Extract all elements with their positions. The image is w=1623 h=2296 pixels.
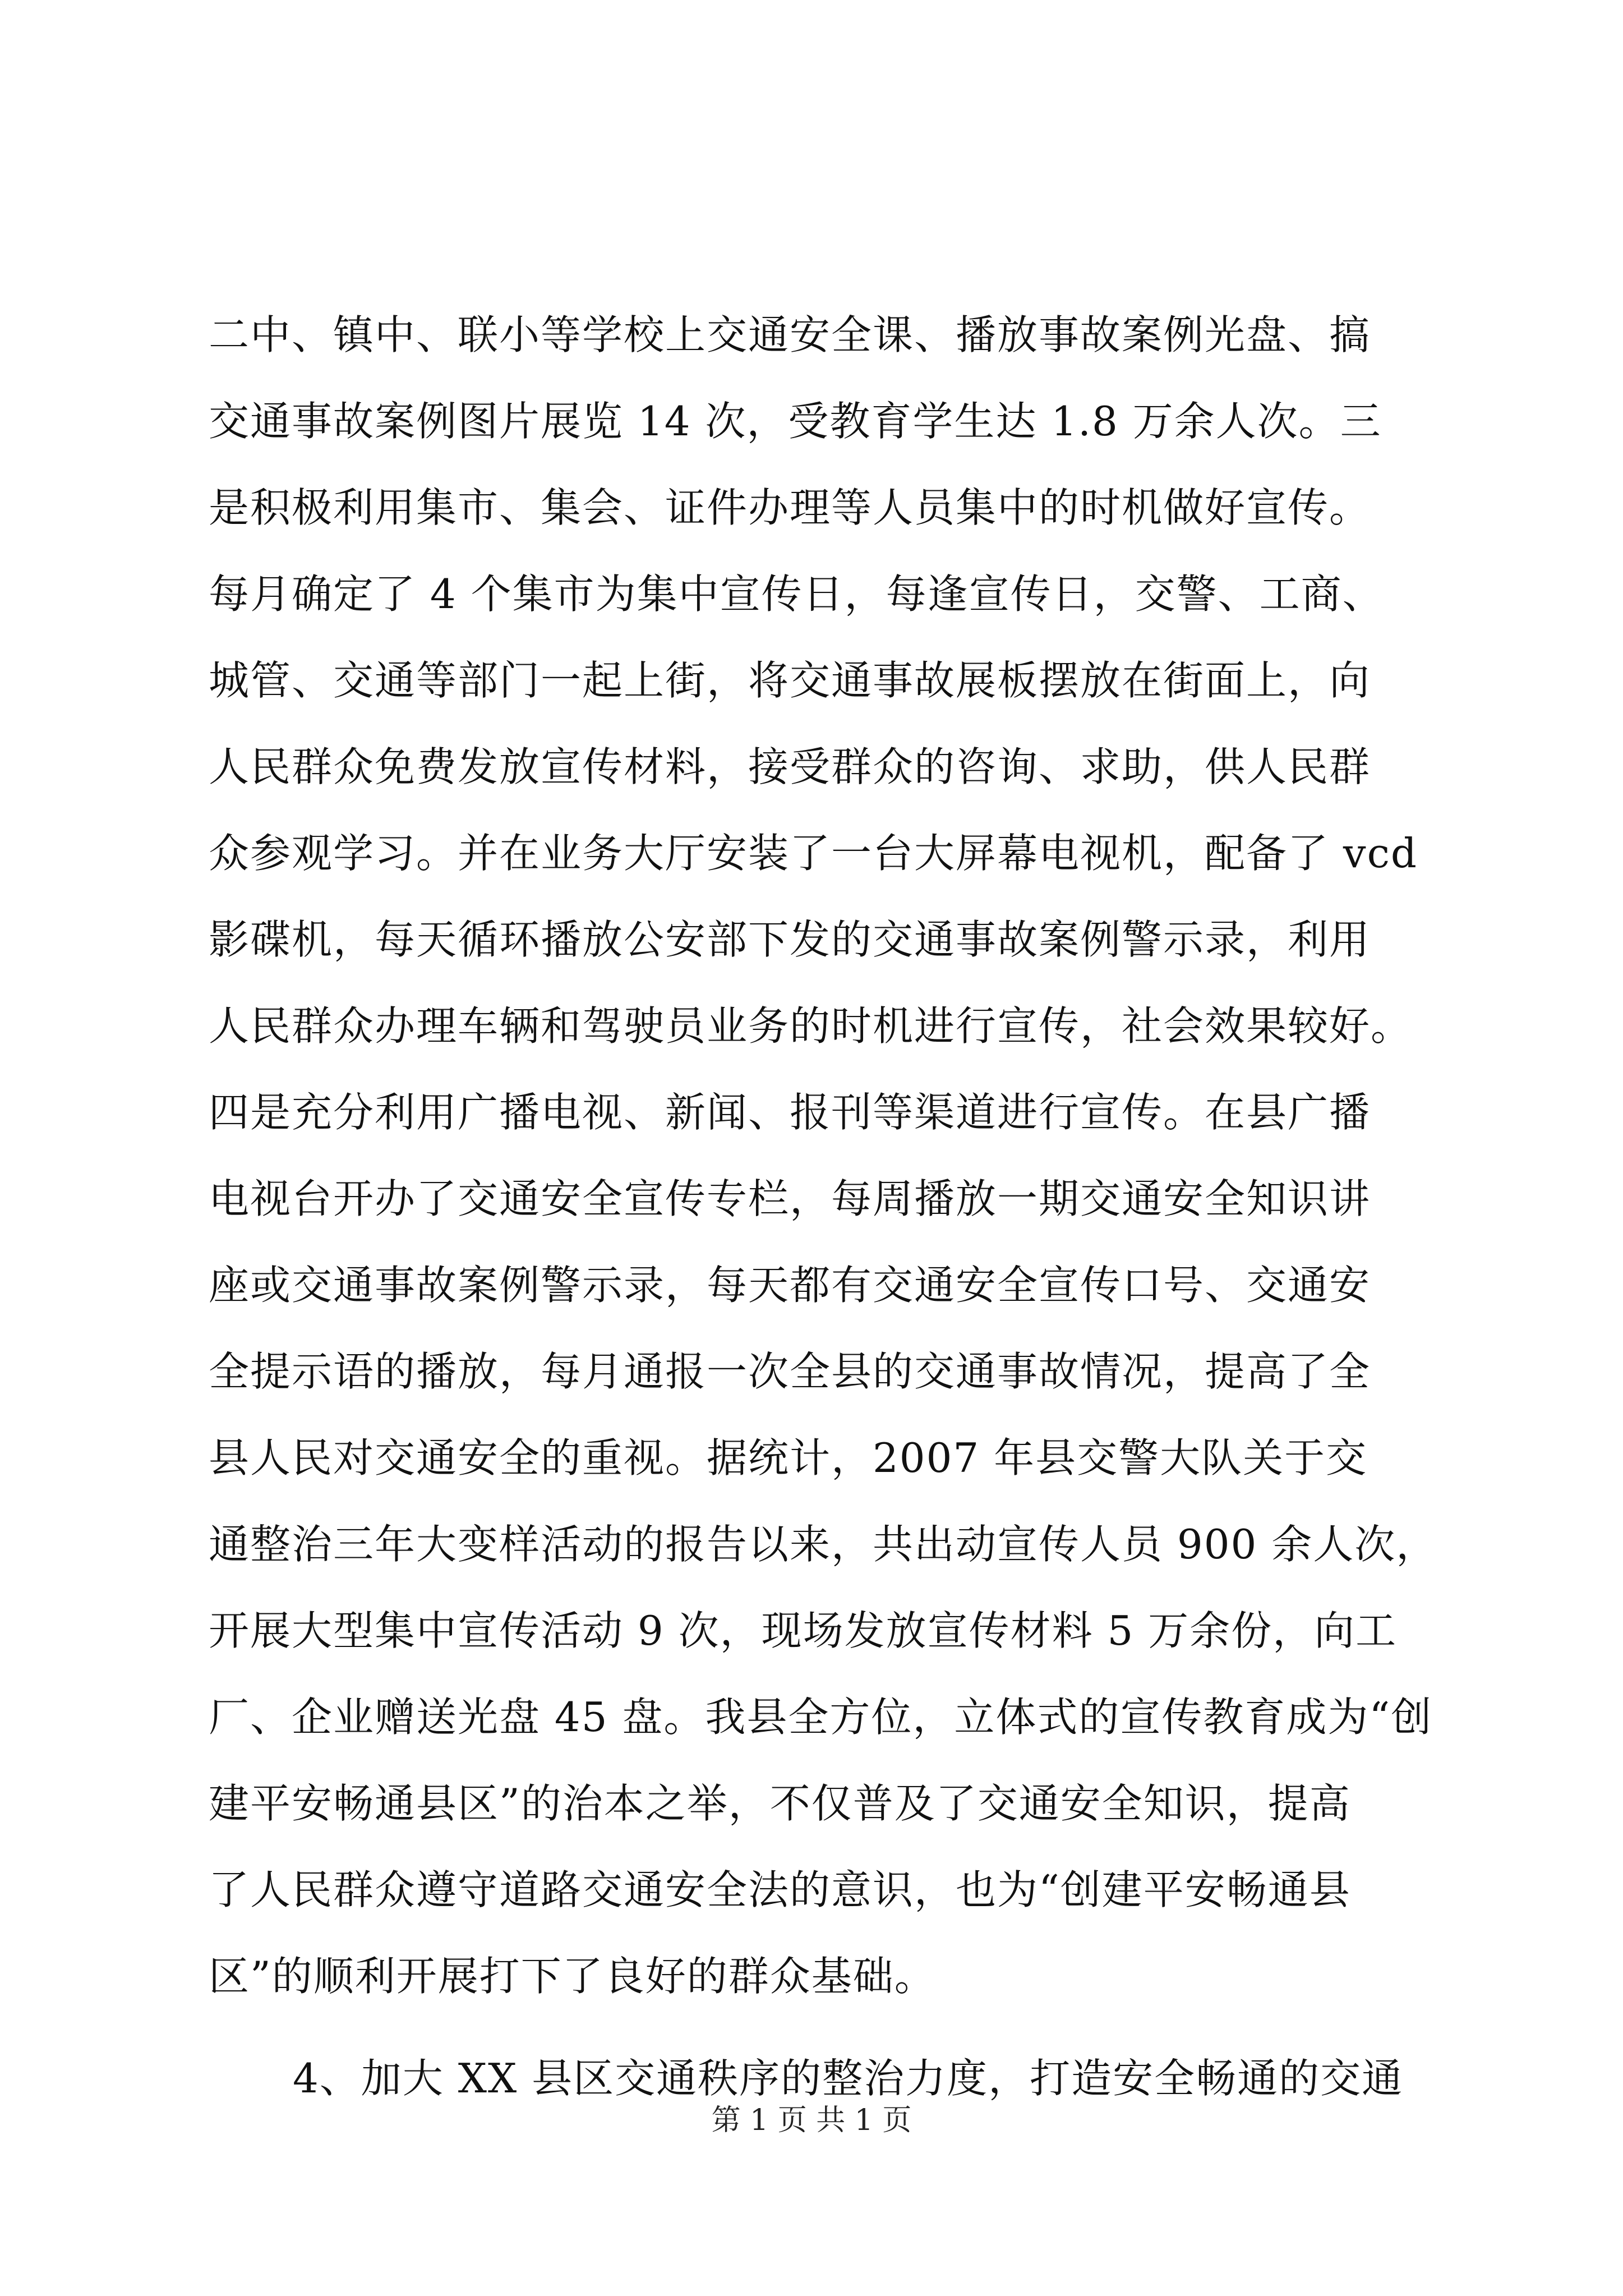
- section-heading: 4、加大 XX 县区交通秩序的整治力度，打造安全畅通的交通: [293, 2055, 1404, 2102]
- text-line: 开展大型集中宣传活动 9 次，现场发放宣传材料 5 万余份，向工: [209, 1607, 1398, 1654]
- text-line: 通整治三年大变样活动的报告以来，共出动宣传人员 900 余人次，: [209, 1521, 1438, 1568]
- text-line: 县人民对交通安全的重视。据统计，2007 年县交警大队关于交: [209, 1434, 1368, 1481]
- text-line: 全提示语的播放，每月通报一次全县的交通事故情况，提高了全: [209, 1348, 1371, 1395]
- text-line: 是积极利用集市、集会、证件办理等人员集中的时机做好宣传。: [209, 484, 1371, 531]
- text-line: 电视台开办了交通安全宣传专栏，每周播放一期交通安全知识讲: [209, 1175, 1371, 1222]
- text-line: 二中、镇中、联小等学校上交通安全课、播放事故案例光盘、搞: [209, 311, 1371, 358]
- body-text: [209, 292, 1438, 2122]
- text-line: 四是充分利用广播电视、新闻、报刊等渠道进行宣传。在县广播: [209, 1089, 1371, 1136]
- text-line: 建平安畅通县区”的治本之举，不仅普及了交通安全知识，提高: [209, 1780, 1351, 1827]
- page-footer: [0, 2101, 1623, 2140]
- text-line: 厂、企业赠送光盘 45 盘。我县全方位，立体式的宣传教育成为“创: [209, 1694, 1433, 1741]
- text-line: 每月确定了 4 个集市为集中宣传日，每逢宣传日，交警、工商、: [209, 570, 1384, 618]
- text-line: 了人民群众遵守道路交通安全法的意识，也为“创建平安畅通县: [209, 1866, 1351, 1913]
- text-line: 城管、交通等部门一起上街，将交通事故展板摆放在街面上，向: [209, 657, 1371, 704]
- text-line: 交通事故案例图片展览 14 次，受教育学生达 1.8 万余人次。三: [209, 398, 1382, 445]
- text-line: 座或交通事故案例警示录，每天都有交通安全宣传口号、交通安: [209, 1262, 1371, 1309]
- text-line: 影碟机，每天循环播放公安部下发的交通事故案例警示录，利用: [209, 916, 1371, 963]
- text-line: 区”的顺利开展打下了良好的群众基础。: [209, 1953, 936, 2000]
- text-line: 众参观学习。并在业务大厅安装了一台大屏幕电视机，配备了 vcd: [209, 830, 1418, 877]
- text-line: 人民群众办理车辆和驾驶员业务的时机进行宣传，社会效果较好。: [209, 1002, 1413, 1050]
- page-number: 第 1 页 共 1 页: [711, 2104, 912, 2137]
- text-line: 人民群众免费发放宣传材料，接受群众的咨询、求助，供人民群: [209, 743, 1371, 790]
